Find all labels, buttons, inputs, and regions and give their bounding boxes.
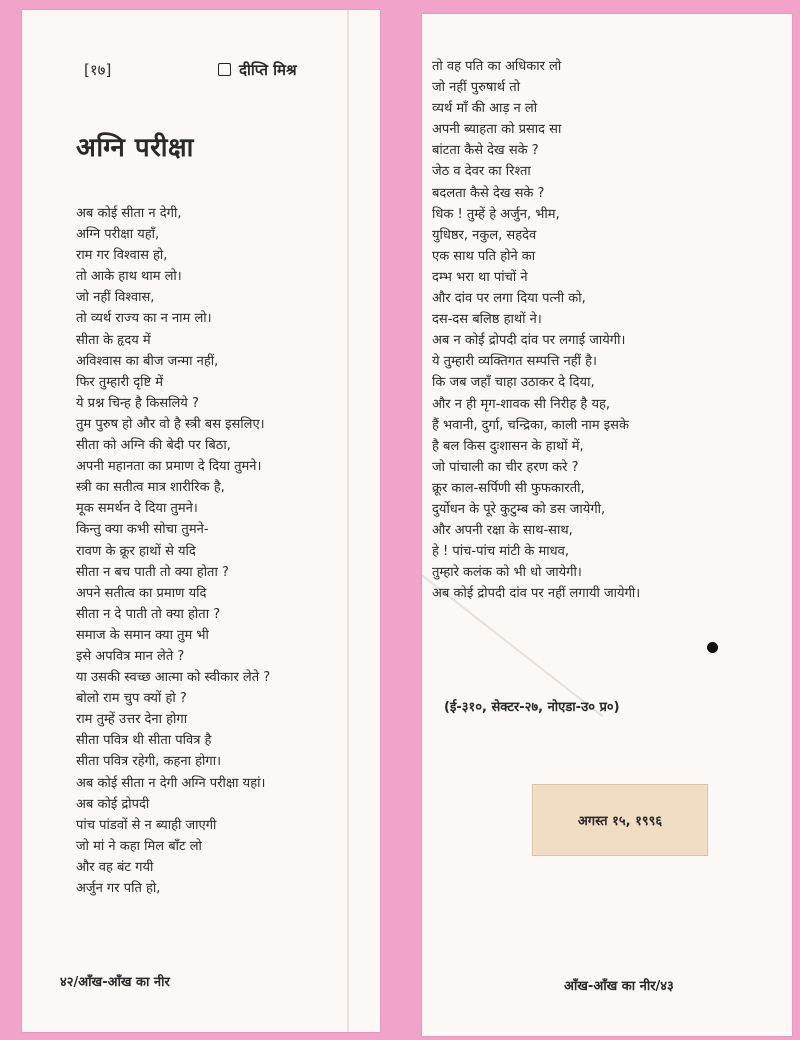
- poem-line: जो पांचाली का चीर हरण करे ?: [432, 459, 579, 475]
- poem-line: युधिष्ठर, नकुल, सहदेव: [432, 227, 537, 243]
- poem-line: अपनी महानता का प्रमाण दे दिया तुमने।: [76, 459, 262, 475]
- poem-line: व्यर्थ माँ की आड़ न लो: [432, 101, 538, 117]
- poem-line: तुम्हारे कलंक को भी धो जायेगी।: [432, 565, 582, 581]
- poem-line: अब कोई सीता न देगी,: [76, 206, 182, 221]
- poem-line: सीता पवित्र थी सीता पवित्र है: [76, 733, 212, 749]
- poem-line: और अपनी रक्षा के साथ-साथ,: [432, 523, 573, 539]
- page-number: [१७]: [84, 61, 112, 79]
- poem-line: मूक समर्थन दे दिया तुमने।: [76, 501, 198, 517]
- poem-line: समाज के समान क्या तुम भी: [76, 627, 209, 643]
- poem-line: अब कोई द्रोपदी दांव पर नहीं लगायी जायेगी।: [432, 586, 641, 602]
- left-page: [22, 10, 380, 1032]
- poem-line: ये तुम्हारी व्यक्तिगत सम्पत्ति नहीं है।: [432, 354, 597, 370]
- ink-dot: [707, 642, 718, 653]
- poem-line: अर्जुन गर पति हो,: [76, 881, 161, 896]
- checkbox-icon: [218, 63, 231, 76]
- poem-lines-left: [76, 203, 270, 899]
- poem-line: क्रूर काल-सर्पिणी सी फुफकारती,: [432, 480, 585, 496]
- poem-line: जो मां ने कहा मिल बाँट लो: [76, 838, 202, 854]
- poem-line: जेठ व देवर का रिश्ता: [432, 164, 531, 180]
- poem-line: तुम पुरुष हो और वो है स्त्री बस इसलिए।: [76, 416, 265, 432]
- poem-line: फिर तुम्हारी दृष्टि में: [76, 374, 164, 390]
- poem-line: बांटता कैसे देख सके ?: [432, 143, 539, 159]
- poem-line: राम गर विश्वास हो,: [76, 248, 168, 264]
- poem-line: हे ! पांच-पांच मांटी के माधव,: [432, 544, 570, 560]
- poem-line: है बल किस दुःशासन के हाथों में,: [432, 438, 584, 454]
- date: अगस्त १५, १९९६: [577, 814, 663, 829]
- poem-line: दम्भ भरा था पांचों ने: [432, 269, 528, 285]
- poem-line: तो आके हाथ थाम लो।: [76, 269, 182, 285]
- poem-line: सीता को अग्नि की बेदी पर बिठा,: [76, 438, 231, 454]
- page-footer-right: आँख-आँख का नीर/४३: [564, 979, 674, 994]
- poem-lines-right: [432, 56, 640, 604]
- poem-line: अविश्वास का बीज जन्मा नहीं,: [76, 353, 219, 369]
- address: (ई-३१०, सेक्टर-२७, नोएडा-उ० प्र०): [444, 700, 620, 715]
- poem-line: अग्नि परीक्षा यहाँ,: [76, 227, 160, 243]
- poem-line: तो व्यर्थ राज्य का न नाम लो।: [76, 311, 212, 327]
- poem-line: एक साथ पति होने का: [432, 248, 536, 264]
- poem-line: बोलो राम चुप क्यों हो ?: [76, 691, 187, 707]
- poem-line: या उसकी स्वच्छ आत्मा को स्वीकार लेते ?: [76, 670, 271, 686]
- poem-line: अब न कोई द्रोपदी दांव पर लगाई जायेगी।: [432, 333, 626, 349]
- poem-line: और वह बंट गयी: [76, 859, 154, 875]
- poem-line: और न ही मृग-शावक सी निरीह है यह,: [432, 396, 611, 412]
- poem-line: ये प्रश्न चिन्ह है किसलिये ?: [76, 395, 199, 411]
- poem-line: अब कोई द्रोपदी: [76, 796, 150, 812]
- poem-line: बदलता कैसे देख सके ?: [432, 185, 545, 201]
- poem-line: किन्तु क्या कभी सोचा तुमने-: [76, 522, 209, 538]
- poem-line: सीता न बच पाती तो क्या होता ?: [76, 564, 229, 580]
- poem-line: इसे अपवित्र मान लेते ?: [76, 648, 185, 664]
- poem-line: दुर्योधन के पूरे कुटुम्ब को डस जायेगी,: [432, 501, 606, 517]
- poem-line: रावण के क्रूर हाथों से यदि: [76, 543, 196, 559]
- poem-line: अब कोई सीता न देगी अग्नि परीक्षा यहां।: [76, 775, 266, 791]
- poem-title: अग्नि परीक्षा: [76, 133, 194, 163]
- author-label: दीप्ति मिश्र: [239, 61, 297, 79]
- poem-line: जो नहीं विश्वास,: [76, 290, 155, 306]
- poem-line: राम तुम्हें उत्तर देना होगा: [76, 712, 188, 728]
- poem-line: सीता पवित्र रहेगी, कहना होगा।: [76, 754, 222, 770]
- poem-line: तो वह पति का अधिकार लो: [432, 59, 562, 74]
- poem-line: अपनी ब्याहता को प्रसाद सा: [432, 122, 562, 138]
- poem-line: और दांव पर लगा दिया पत्नी को,: [432, 291, 586, 307]
- poem-line: पांच पांडवों से न ब्याही जाएगी: [76, 817, 217, 833]
- poem-line: अपने सतीत्व का प्रमाण यदि: [76, 585, 207, 601]
- poem-line: स्त्री का सतीत्व मात्र शारीरिक है,: [76, 480, 225, 496]
- poem-line: धिक ! तुम्हें हे अर्जुन, भीम,: [432, 206, 560, 222]
- poem-line: हैं भवानी, दुर्गा, चन्द्रिका, काली नाम इसके: [432, 417, 629, 433]
- poem-line: कि जब जहाँ चाहा उठाकर दे दिया,: [432, 375, 595, 391]
- poem-line: दस-दस बलिष्ठ हाथों ने।: [432, 312, 542, 328]
- author-name: [218, 60, 297, 80]
- page-footer-left: ४२/आँख-आँख का नीर: [60, 975, 170, 990]
- poem-line: जो नहीं पुरुषार्थ तो: [432, 80, 521, 96]
- date-slip: [532, 784, 708, 856]
- poem-line: सीता के हृदय में: [76, 332, 151, 348]
- poem-line: सीता न दे पाती तो क्या होता ?: [76, 606, 221, 622]
- right-page: [422, 14, 792, 1036]
